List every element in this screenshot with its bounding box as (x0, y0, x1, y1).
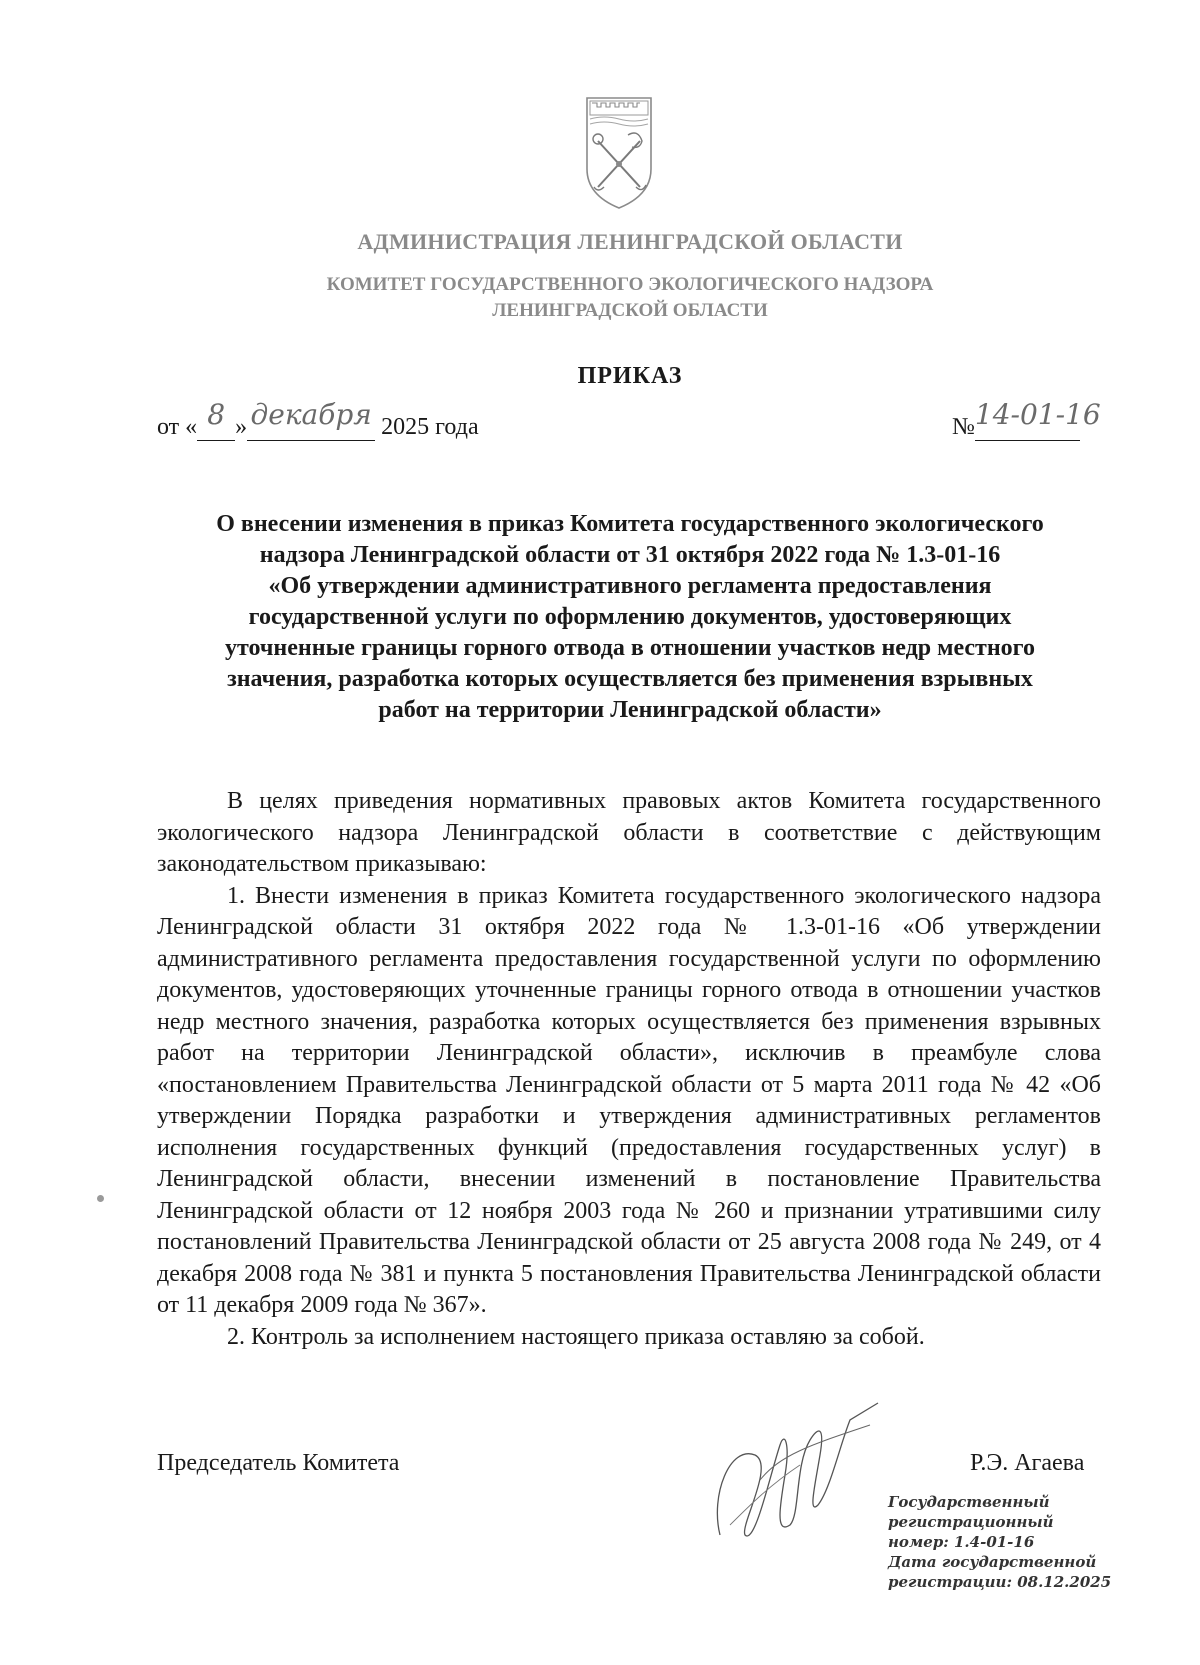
title-line: работ на территории Ленинградской области» (378, 697, 882, 723)
date-day-field (197, 398, 235, 441)
registration-line: регистрационный (888, 1513, 1054, 1531)
registration-line: Дата государственной (888, 1553, 1097, 1571)
preamble-paragraph: В целях приведения нормативных правовых актов Комитета государственного экологического надзора Ленинградской области в соответствие с действующим законодательством приказываю: (157, 788, 1101, 877)
date-prefix: от « (157, 414, 198, 440)
committee-name (0, 272, 1200, 324)
title-line: О внесении изменения в приказ Комитета государственного экологического (216, 511, 1044, 537)
title-line: значения, разработка которых осуществляется без применения взрывных (227, 666, 1033, 692)
organization-name: АДМИНИСТРАЦИЯ ЛЕНИНГРАДСКОЙ ОБЛАСТИ (357, 229, 903, 254)
date-month-field (247, 398, 375, 441)
coat-of-arms-icon (584, 95, 654, 211)
item-1-paragraph: 1. Внести изменения в приказ Комитета государственного экологического надзора Ленинградской области 31 октября 2022 года № 1.3-01-16 «Об утверждении административного регламента предоставления государственной услуги по оформлению документов, удостоверяющих уточненные границы горного отвода в отношении участков недр местного значения, разработка которых осуществляется без применения взрывных работ на территории Ленинградской области», исключив в преамбуле слова «постановлением Правительства Ленинградской области от 5 марта 2011 года № 42 «Об утверждении Порядка разработки и утверждения административных регламентов исполнения государственных функций (предоставления государственных услуг) в Ленинградской области, внесении изменений в постановление Правительства Ленинградской области от 12 ноября 2003 года № 260 и признании утратившими силу постановлений Правительства Ленинградской области от 25 августа 2008 года № 249, от 4 декабря 2008 года № 381 и пункта 5 постановления Правительства Ленинградской области от 11 декабря 2009 года № 367». (157, 882, 1101, 1318)
date-mid: » (235, 414, 248, 440)
title-line: «Об утверждении административного регламента предоставления (268, 573, 992, 599)
number-field (974, 398, 1101, 441)
committee-name-line-2: ЛЕНИНГРАДСКОЙ ОБЛАСТИ (492, 300, 768, 321)
document-date (157, 398, 479, 441)
item-2-paragraph: 2. Контроль за исполнением настоящего приказа оставляю за собой. (227, 1323, 925, 1350)
date-day-handwritten: 8 (207, 398, 226, 431)
number-handwritten: 14-01-16 (974, 398, 1101, 431)
document-type: ПРИКАЗ (577, 363, 683, 389)
signatory-position: Председатель Комитета (157, 1450, 400, 1476)
date-year: 2025 года (381, 414, 479, 440)
title-line: государственной услуги по оформлению документов, удостоверяющих (248, 604, 1012, 630)
document-body (157, 786, 1101, 1353)
title-line: уточненные границы горного отвода в отношении участков недр местного (225, 635, 1035, 661)
handwritten-signature-icon (700, 1385, 880, 1565)
document-number (952, 398, 1101, 441)
registration-line: Государственный (888, 1493, 1050, 1511)
committee-name-line-1: КОМИТЕТ ГОСУДАРСТВЕННОГО ЭКОЛОГИЧЕСКОГО НАДЗОРА (326, 274, 934, 295)
registration-line: номер: 1.4-01-16 (888, 1533, 1035, 1551)
date-month-handwritten: декабря (250, 398, 372, 431)
title-line: надзора Ленинградской области от 31 октября 2022 года № 1.3-01-16 (259, 542, 1001, 568)
document-title (150, 509, 1110, 726)
signatory-name: Р.Э. Агаева (970, 1450, 1085, 1476)
scan-speck (97, 1195, 104, 1202)
registration-stamp (888, 1492, 1118, 1592)
registration-line: регистрации: 08.12.2025 (888, 1573, 1112, 1591)
number-prefix: № (952, 414, 975, 440)
